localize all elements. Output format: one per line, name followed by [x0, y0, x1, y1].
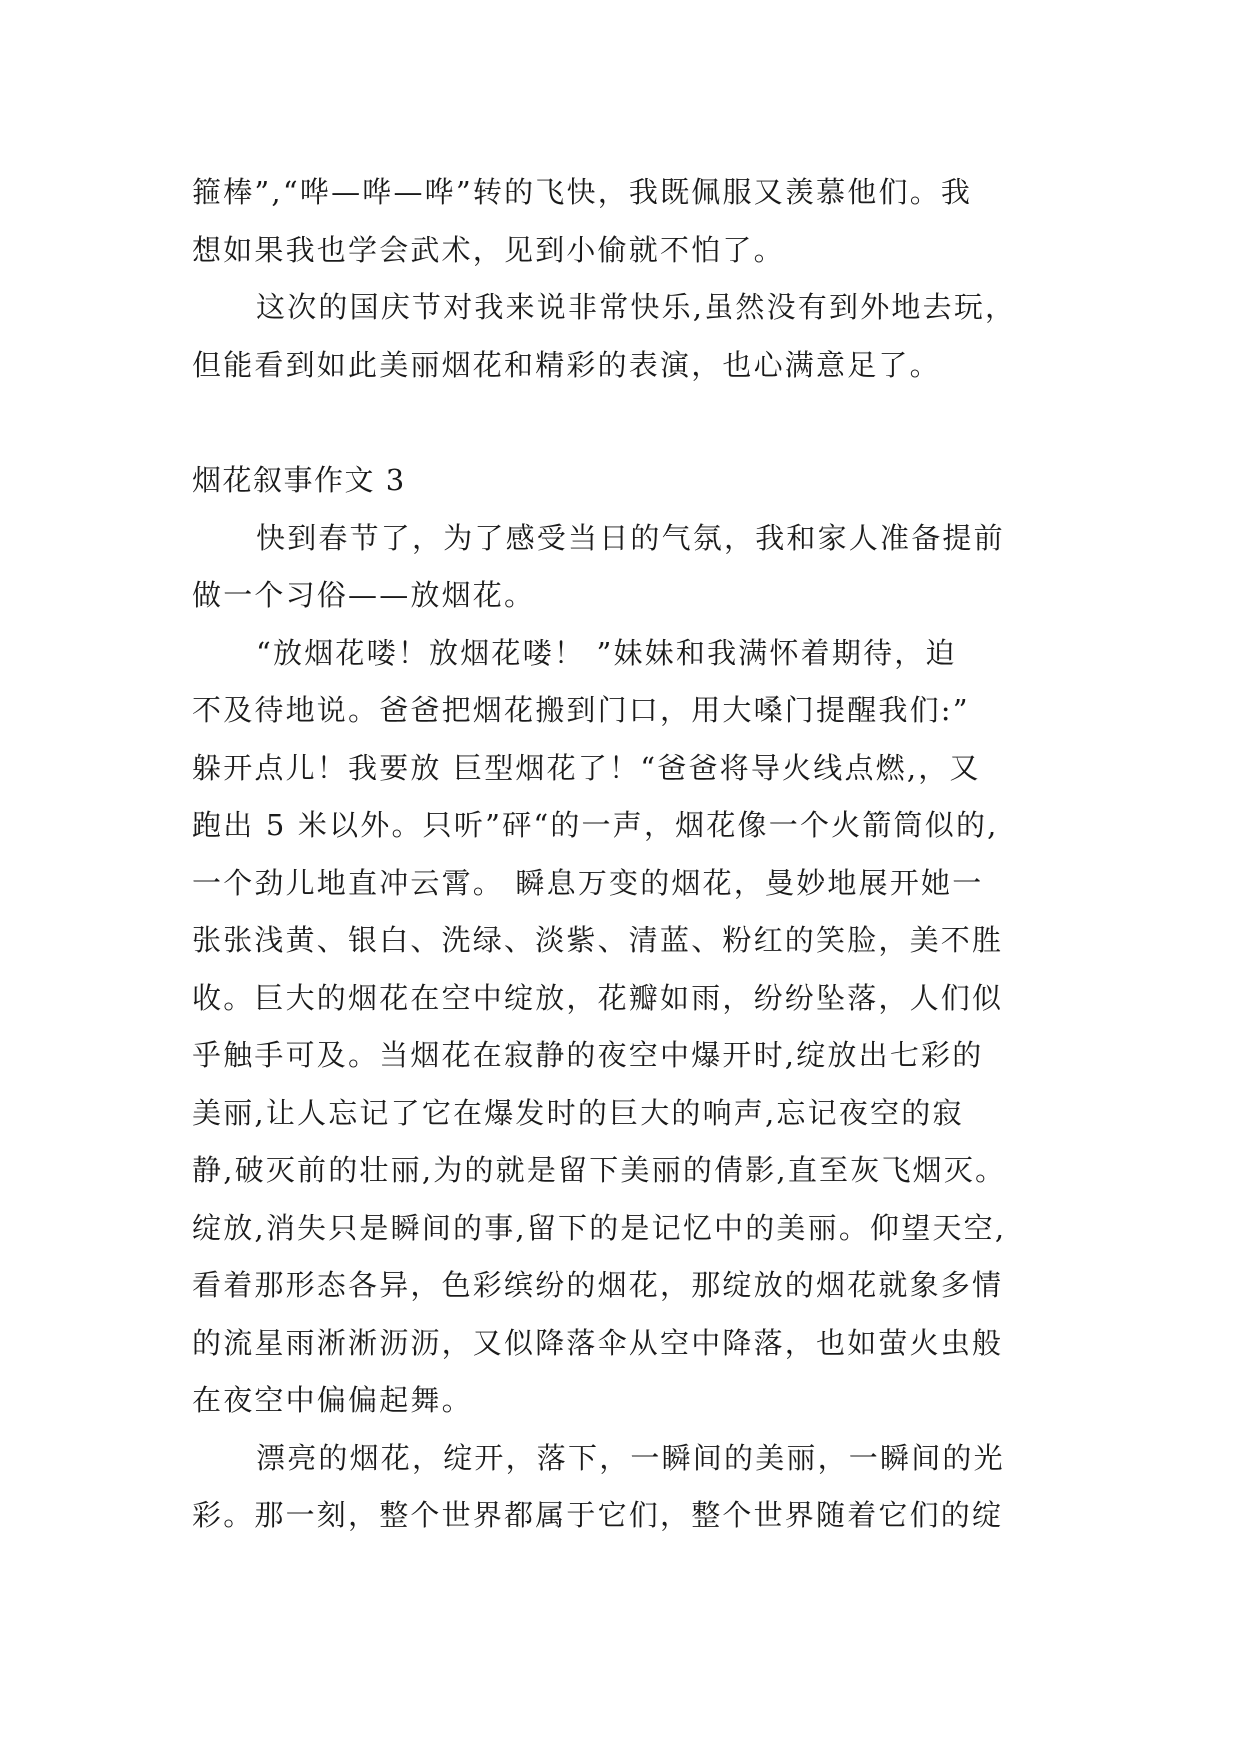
text-line: 跑出 5 米以外。只听”砰“的一声，烟花像一个火箭筒似的, — [192, 808, 999, 842]
paragraph-first-line: 快到春节了，为了感受当日的气氛，我和家人准备提前 — [256, 520, 1005, 555]
text-line: 的流星雨淅淅沥沥，又似降落伞从空中降落，也如萤火虫般 — [192, 1325, 1004, 1360]
text-line: 做一个习俗——放烟花。 — [192, 578, 536, 612]
text-line: 不及待地说。爸爸把烟花搬到门口，用大嗓门提醒我们:” — [192, 693, 970, 727]
text-line: 一个劲儿地直冲云霄。 瞬息万变的烟花，曼妙地展开她一 — [192, 865, 984, 900]
text-line: 箍棒”,“哗—哗—哗”转的飞快，我既佩服又羡慕他们。我 — [192, 175, 973, 209]
text-line: 乎触手可及。当烟花在寂静的夜空中爆开时,绽放出七彩的 — [192, 1038, 984, 1072]
text-line: 绽放,消失只是瞬间的事,留下的是记忆中的美丽。仰望天空, — [192, 1210, 1007, 1245]
text-line: 收。巨大的烟花在空中绽放，花瓣如雨，纷纷坠落，人们似 — [192, 980, 1004, 1015]
paragraph-gap — [192, 394, 1052, 452]
text-line: 美丽,让人忘记了它在爆发时的巨大的响声,忘记夜空的寂 — [192, 1095, 964, 1130]
text-line: 想如果我也学会武术，见到小偷就不怕了。 — [192, 232, 785, 267]
text-line: 静,破灭前的壮丽,为的就是留下美丽的倩影,直至灰飞烟灭。 — [192, 1153, 1007, 1187]
paragraph-first-line: 这次的国庆节对我来说非常快乐,虽然没有到外地去玩， — [256, 290, 1017, 324]
text-line: 彩。那一刻，整个世界都属于它们，整个世界随着它们的绽 — [192, 1498, 1004, 1532]
text-line: 看着那形态各异，色彩缤纷的烟花，那绽放的烟花就象多情 — [192, 1268, 1004, 1302]
section-title: 烟花叙事作文 3 — [192, 463, 406, 497]
paragraph-first-line: “放烟花喽！放烟花喽！ ”妹妹和我满怀着期待，迫 — [256, 635, 957, 670]
text-line: 在夜空中偏偏起舞。 — [192, 1383, 473, 1417]
text-line: 但能看到如此美丽烟花和精彩的表演，也心满意足了。 — [192, 347, 941, 382]
document-body — [192, 164, 1052, 1545]
text-line: 张张浅黄、银白、洗绿、淡紫、清蓝、粉红的笑脸，美不胜 — [192, 923, 1004, 957]
paragraph-first-line: 漂亮的烟花，绽开，落下，一瞬间的美丽，一瞬间的光 — [256, 1440, 1005, 1475]
text-line: 躲开点儿！我要放 巨型烟花了！“爸爸将导火线点燃,，又 — [192, 750, 981, 785]
